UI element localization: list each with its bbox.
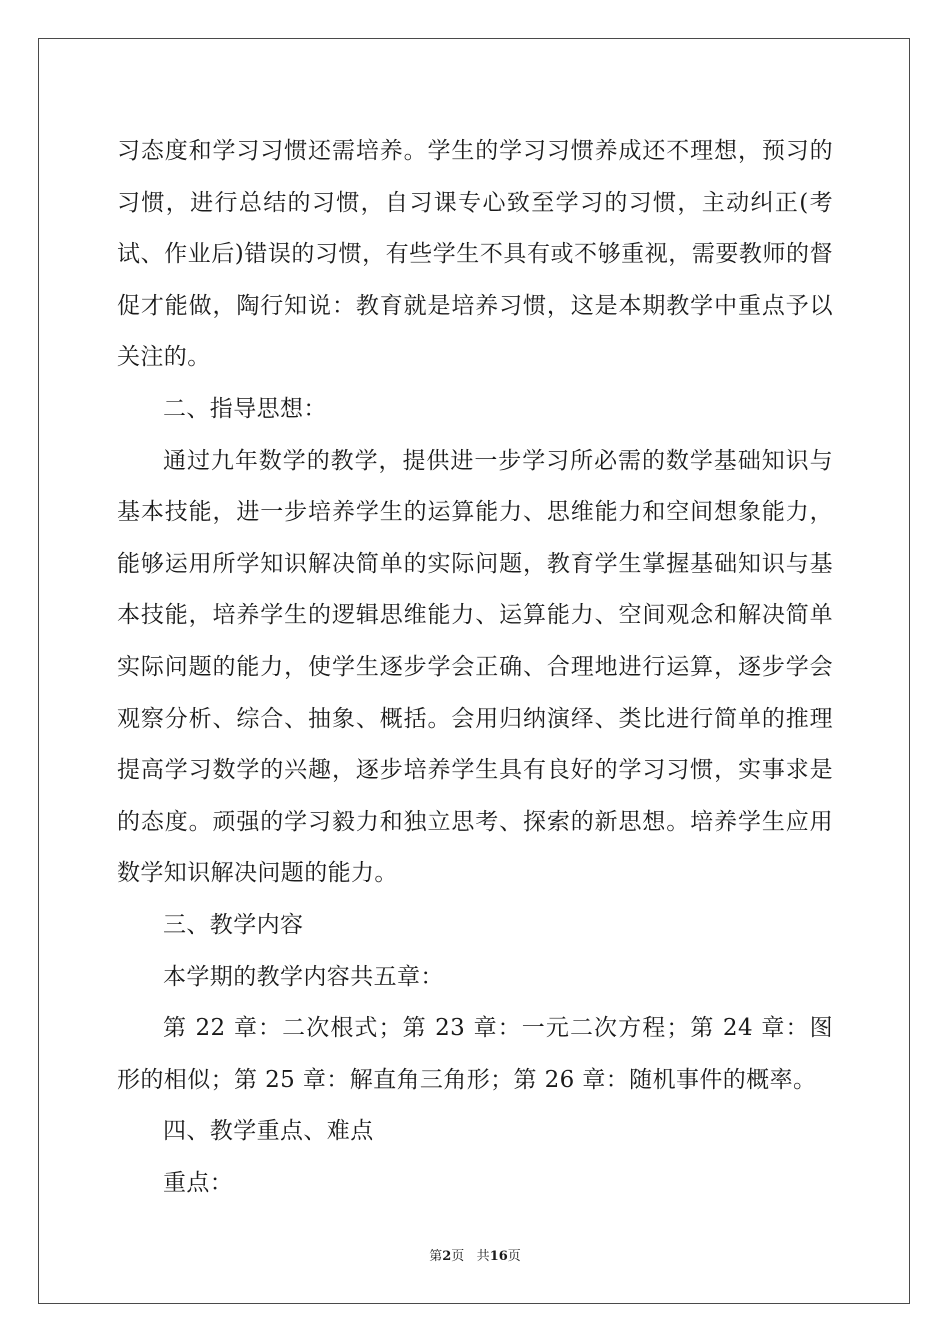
page-total-number: 16 (489, 1249, 508, 1264)
paragraph-habits-continuation: 习态度和学习习惯还需培养。学生的学习习惯养成还不理想，预习的习惯，进行总结的习惯，自习课专心致至学习的习惯，主动纠正(考试、作业后)错误的习惯，有些学生不具有或不够重视，需要教师的督促才能做，陶行知说：教育就是培养习惯，这是本期教学中重点予以关注的。 (117, 138, 833, 371)
paragraph-chapter-list: 第 22 章：二次根式；第 23 章：一元二次方程；第 24 章：图形的相似；第 25 章：解直角三角形；第 26 章：随机事件的概率。 (117, 1015, 833, 1093)
total-unit: 页 (507, 1249, 521, 1264)
page-prefix: 第 (429, 1249, 443, 1264)
paragraph-content-intro: 本学期的教学内容共五章： (163, 963, 444, 990)
paragraph-guiding-ideology: 通过九年数学的教学，提供进一步学习所必需的数学基础知识与基本技能，进一步培养学生的运算能力、思维能力和空间想象能力，能够运用所学知识解决简单的实际问题，教育学生掌握基础知识与基本技能，培养学生的逻辑思维能力、运算能力、空间观念和解决简单实际问题的能力，使学生逐步学会正确、合理地进行运算，逐步学会观察分析、综合、抽象、概括。会用归纳演绎、类比进行简单的推理提高学习数学的兴趣，逐步培养学生具有良好的学习习惯，实事求是的态度。顽强的学习毅力和独立思考、探索的新思想。培养学生应用数学知识解决问题的能力。 (117, 447, 833, 887)
page-current-number: 2 (442, 1249, 452, 1264)
total-prefix: 共 (476, 1249, 490, 1264)
page-unit: 页 (451, 1249, 465, 1264)
page-footer (0, 1248, 950, 1266)
heading-guiding-ideology: 二、指导思想： (163, 395, 327, 422)
label-key-points: 重点： (163, 1169, 234, 1196)
heading-key-difficult-points: 四、教学重点、难点 (163, 1118, 374, 1145)
heading-teaching-content: 三、教学内容 (163, 911, 304, 938)
document-body (117, 126, 833, 1209)
